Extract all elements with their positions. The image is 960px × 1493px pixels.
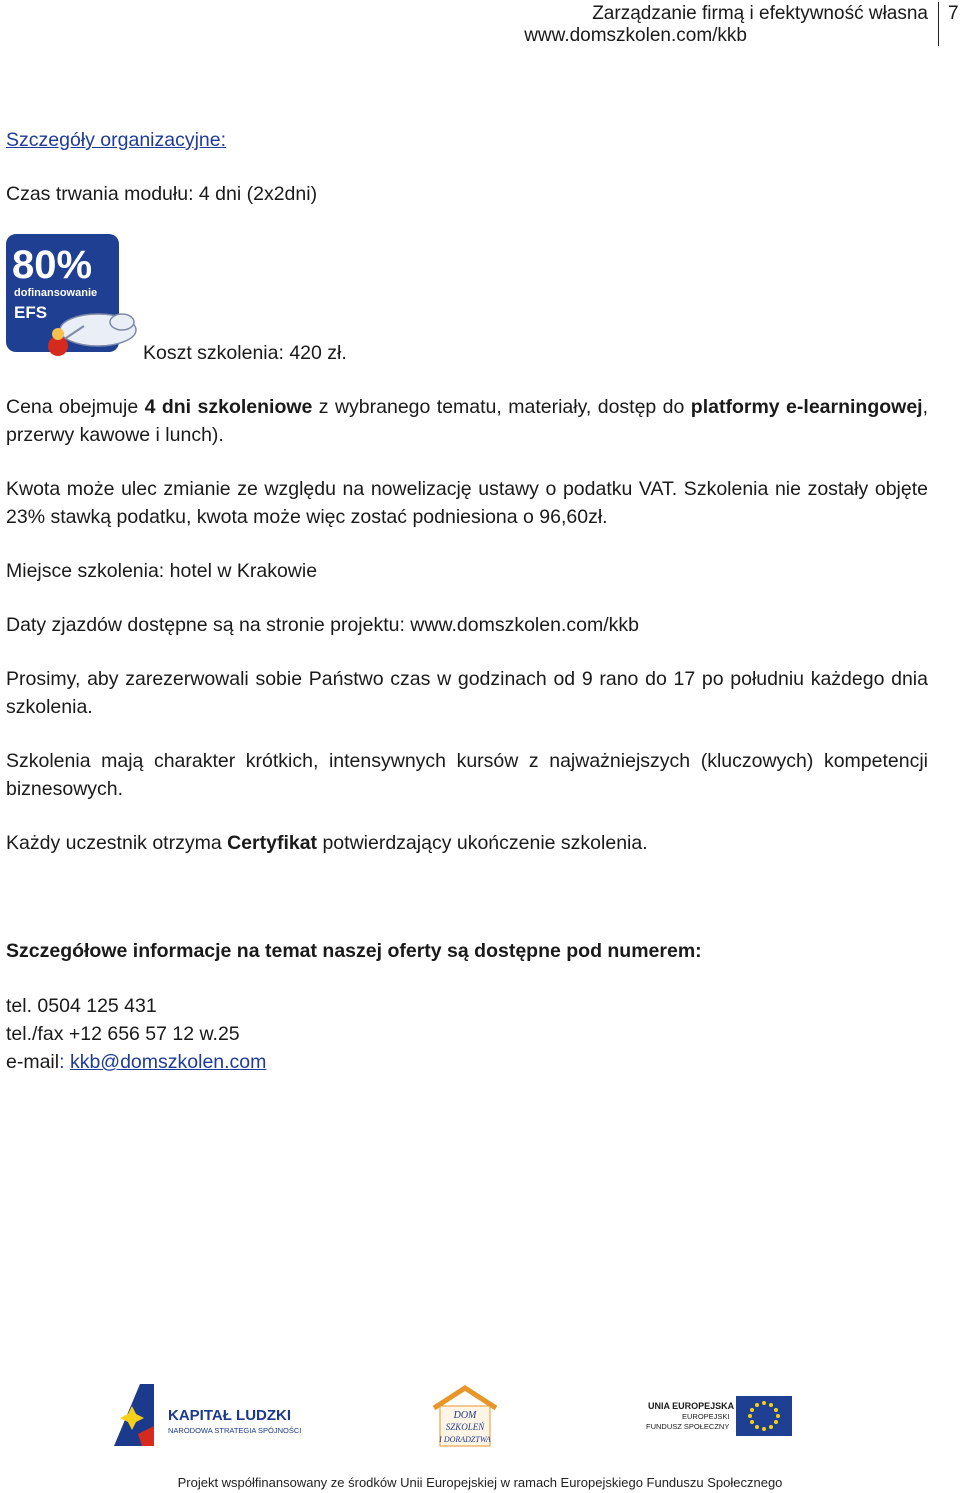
- dom-line2: SZKOLEŃ: [445, 1422, 485, 1432]
- price-paragraph: Cena obejmuje 4 dni szkoleniowe z wybranego tematu, materiały, dostęp do platformy e-learningowej, przerwy kawowe i lunch).: [6, 396, 929, 446]
- ue-line3: FUNDUSZ SPOŁECZNY: [646, 1422, 730, 1431]
- header-title: Zarządzanie firmą i efektywność własna: [592, 3, 928, 24]
- dom-szkolen-logo: [428, 1384, 502, 1450]
- ue-line1: UNIA EUROPEJSKA: [648, 1401, 735, 1411]
- header-url: www.domszkolen.com/kkb: [524, 25, 747, 46]
- contact-fax: tel./fax +12 656 57 12 w.25: [6, 1023, 240, 1045]
- badge-percent: 80%: [12, 243, 93, 287]
- kapital-ludzki-logo: [112, 1384, 312, 1448]
- vat-paragraph: Kwota może ulec zmianie ze względu na nowelizację ustawy o podatku VAT. Szkolenia nie zostały objęte 23% stawką podatku, kwota może więc zostać podniesiona o 96,60zł.: [6, 478, 928, 528]
- section-title: Szczegóły organizacyjne:: [6, 129, 227, 151]
- dom-line3: I DORADZTWA: [439, 1435, 491, 1444]
- contact-heading: Szczegółowe informacje na temat naszej oferty są dostępne pod numerem:: [6, 940, 702, 962]
- duration-text: Czas trwania modułu: 4 dni (2x2dni): [6, 183, 318, 205]
- email-link[interactable]: kkb@domszkolen.com: [69, 1051, 267, 1073]
- badge-line1: dofinansowanie: [14, 287, 98, 299]
- kapital-title: KAPITAŁ LUDZKI: [168, 1407, 292, 1424]
- header-divider: [938, 2, 939, 46]
- contact-email-line: e-mail: kkb@domszkolen.com: [6, 1051, 267, 1073]
- unia-europejska-logo: [644, 1394, 794, 1438]
- ue-line2: EUROPEJSKI: [682, 1412, 730, 1421]
- dom-line1: DOM: [453, 1410, 477, 1421]
- email-label: e-mail: [6, 1051, 60, 1073]
- contact-tel: tel. 0504 125 431: [6, 995, 157, 1017]
- dates-text: Daty zjazdów dostępne są na stronie projektu: www.domszkolen.com/kkb: [6, 614, 639, 636]
- cost-text: Koszt szkolenia: 420 zł.: [143, 342, 347, 364]
- time-request-text: Prosimy, aby zarezerwowali sobie Państwo czas w godzinach od 9 rano do 17 po południu każdego dnia szkolenia.: [6, 668, 928, 718]
- page-number: 7: [948, 3, 959, 24]
- kapital-sub: NARODOWA STRATEGIA SPÓJNOŚCI: [168, 1426, 302, 1435]
- location-text: Miejsce szkolenia: hotel w Krakowie: [6, 560, 318, 582]
- badge-line2: EFS: [14, 303, 48, 322]
- certificate-text: Każdy uczestnik otrzyma Certyfikat potwierdzający ukończenie szkolenia.: [6, 832, 648, 854]
- character-text: Szkolenia mają charakter krótkich, intensywnych kursów z najważniejszych (kluczowych) kompetencji biznesowych.: [6, 750, 928, 800]
- footer-note: Projekt współfinansowany ze środków Unii Europejskiej w ramach Europejskiego Funduszu Społecznego: [177, 1475, 783, 1490]
- efs-80-percent-badge: [6, 234, 140, 362]
